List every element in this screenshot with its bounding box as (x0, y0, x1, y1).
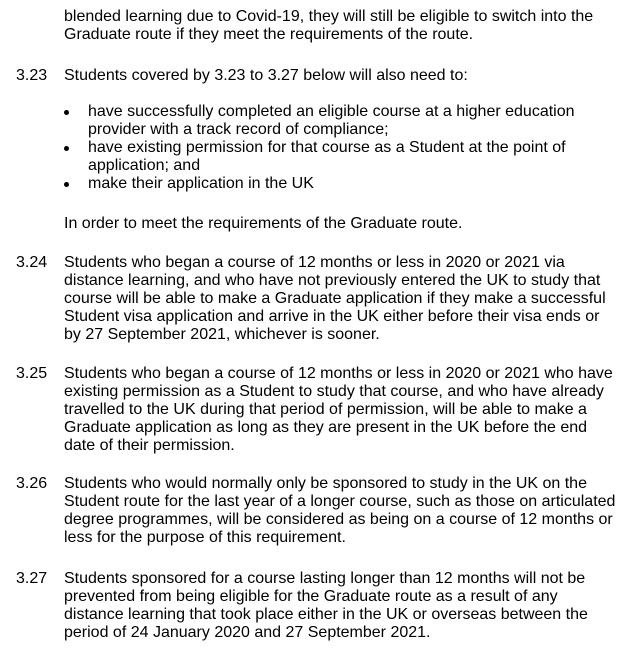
text-line: Students sponsored for a course lasting longer than 12 months will not be (64, 570, 586, 587)
section-3-23-text (64, 67, 630, 85)
section-3-24-text (64, 254, 630, 344)
text-line: blended learning due to Covid-19, they will still be eligible to switch into the (64, 8, 594, 25)
section-3-25-text (64, 365, 630, 455)
section-number-3-24: 3.24 (16, 254, 48, 271)
text-line: In order to meet the requirements of the Graduate route. (64, 215, 463, 232)
text-line: Student route for the last year of a longer course, such as those on articulated (64, 493, 616, 510)
section-number-3-25: 3.25 (16, 365, 48, 382)
intro-paragraph (64, 8, 630, 44)
text-line: period of 24 January 2020 and 27 September 2021. (64, 624, 431, 641)
text-line: application; and (88, 157, 201, 174)
section-3-23-closing (64, 215, 630, 233)
text-line: date of their permission. (64, 437, 235, 454)
section-number-3-27: 3.27 (16, 570, 48, 587)
text-line: existing permission as a Student to study that course, and who have already (64, 383, 604, 400)
bullet-icon (64, 110, 69, 115)
text-line: degree programmes, will be considered as being on a course of 12 months or (64, 511, 613, 528)
text-line: distance learning, and who have not previously entered the UK to study that (64, 272, 601, 289)
section-3-27-text (64, 570, 630, 642)
section-3-23-bullet-list (64, 103, 630, 193)
section-number-3-26: 3.26 (16, 475, 48, 492)
text-line: have successfully completed an eligible course at a higher education (88, 103, 575, 120)
section-3-26-text (64, 475, 630, 547)
bullet-item (64, 175, 630, 193)
text-line: Graduate route if they meet the requirements of the route. (64, 26, 474, 43)
text-line: Students who began a course of 12 months or less in 2020 or 2021 via (64, 254, 565, 271)
bullet-icon (64, 146, 69, 151)
text-line: have existing permission for that course as a Student at the point of (88, 139, 566, 156)
text-line: Student visa application and arrive in the UK either before their visa ends or (64, 308, 600, 325)
section-number-3-23: 3.23 (16, 67, 48, 84)
bullet-item (64, 139, 630, 175)
text-line: distance learning that took place either in the UK or overseas between the (64, 606, 588, 623)
text-line: make their application in the UK (88, 175, 314, 192)
bullet-icon (64, 182, 69, 187)
text-line: prevented from being eligible for the Graduate route as a result of any (64, 588, 558, 605)
text-line: Students covered by 3.23 to 3.27 below will also need to: (64, 67, 468, 84)
text-line: Students who began a course of 12 months or less in 2020 or 2021 who have (64, 365, 613, 382)
bullet-item (64, 103, 630, 139)
text-line: less for the purpose of this requirement. (64, 529, 346, 546)
text-line: Graduate application as long as they are present in the UK before the end (64, 419, 588, 436)
text-line: course will be able to make a Graduate application if they make a successful (64, 290, 606, 307)
text-line: provider with a track record of compliance; (88, 121, 389, 138)
text-line: Students who would normally only be sponsored to study in the UK on the (64, 475, 587, 492)
text-line: travelled to the UK during that period of permission, will be able to make a (64, 401, 587, 418)
text-line: by 27 September 2021, whichever is sooner. (64, 326, 380, 343)
